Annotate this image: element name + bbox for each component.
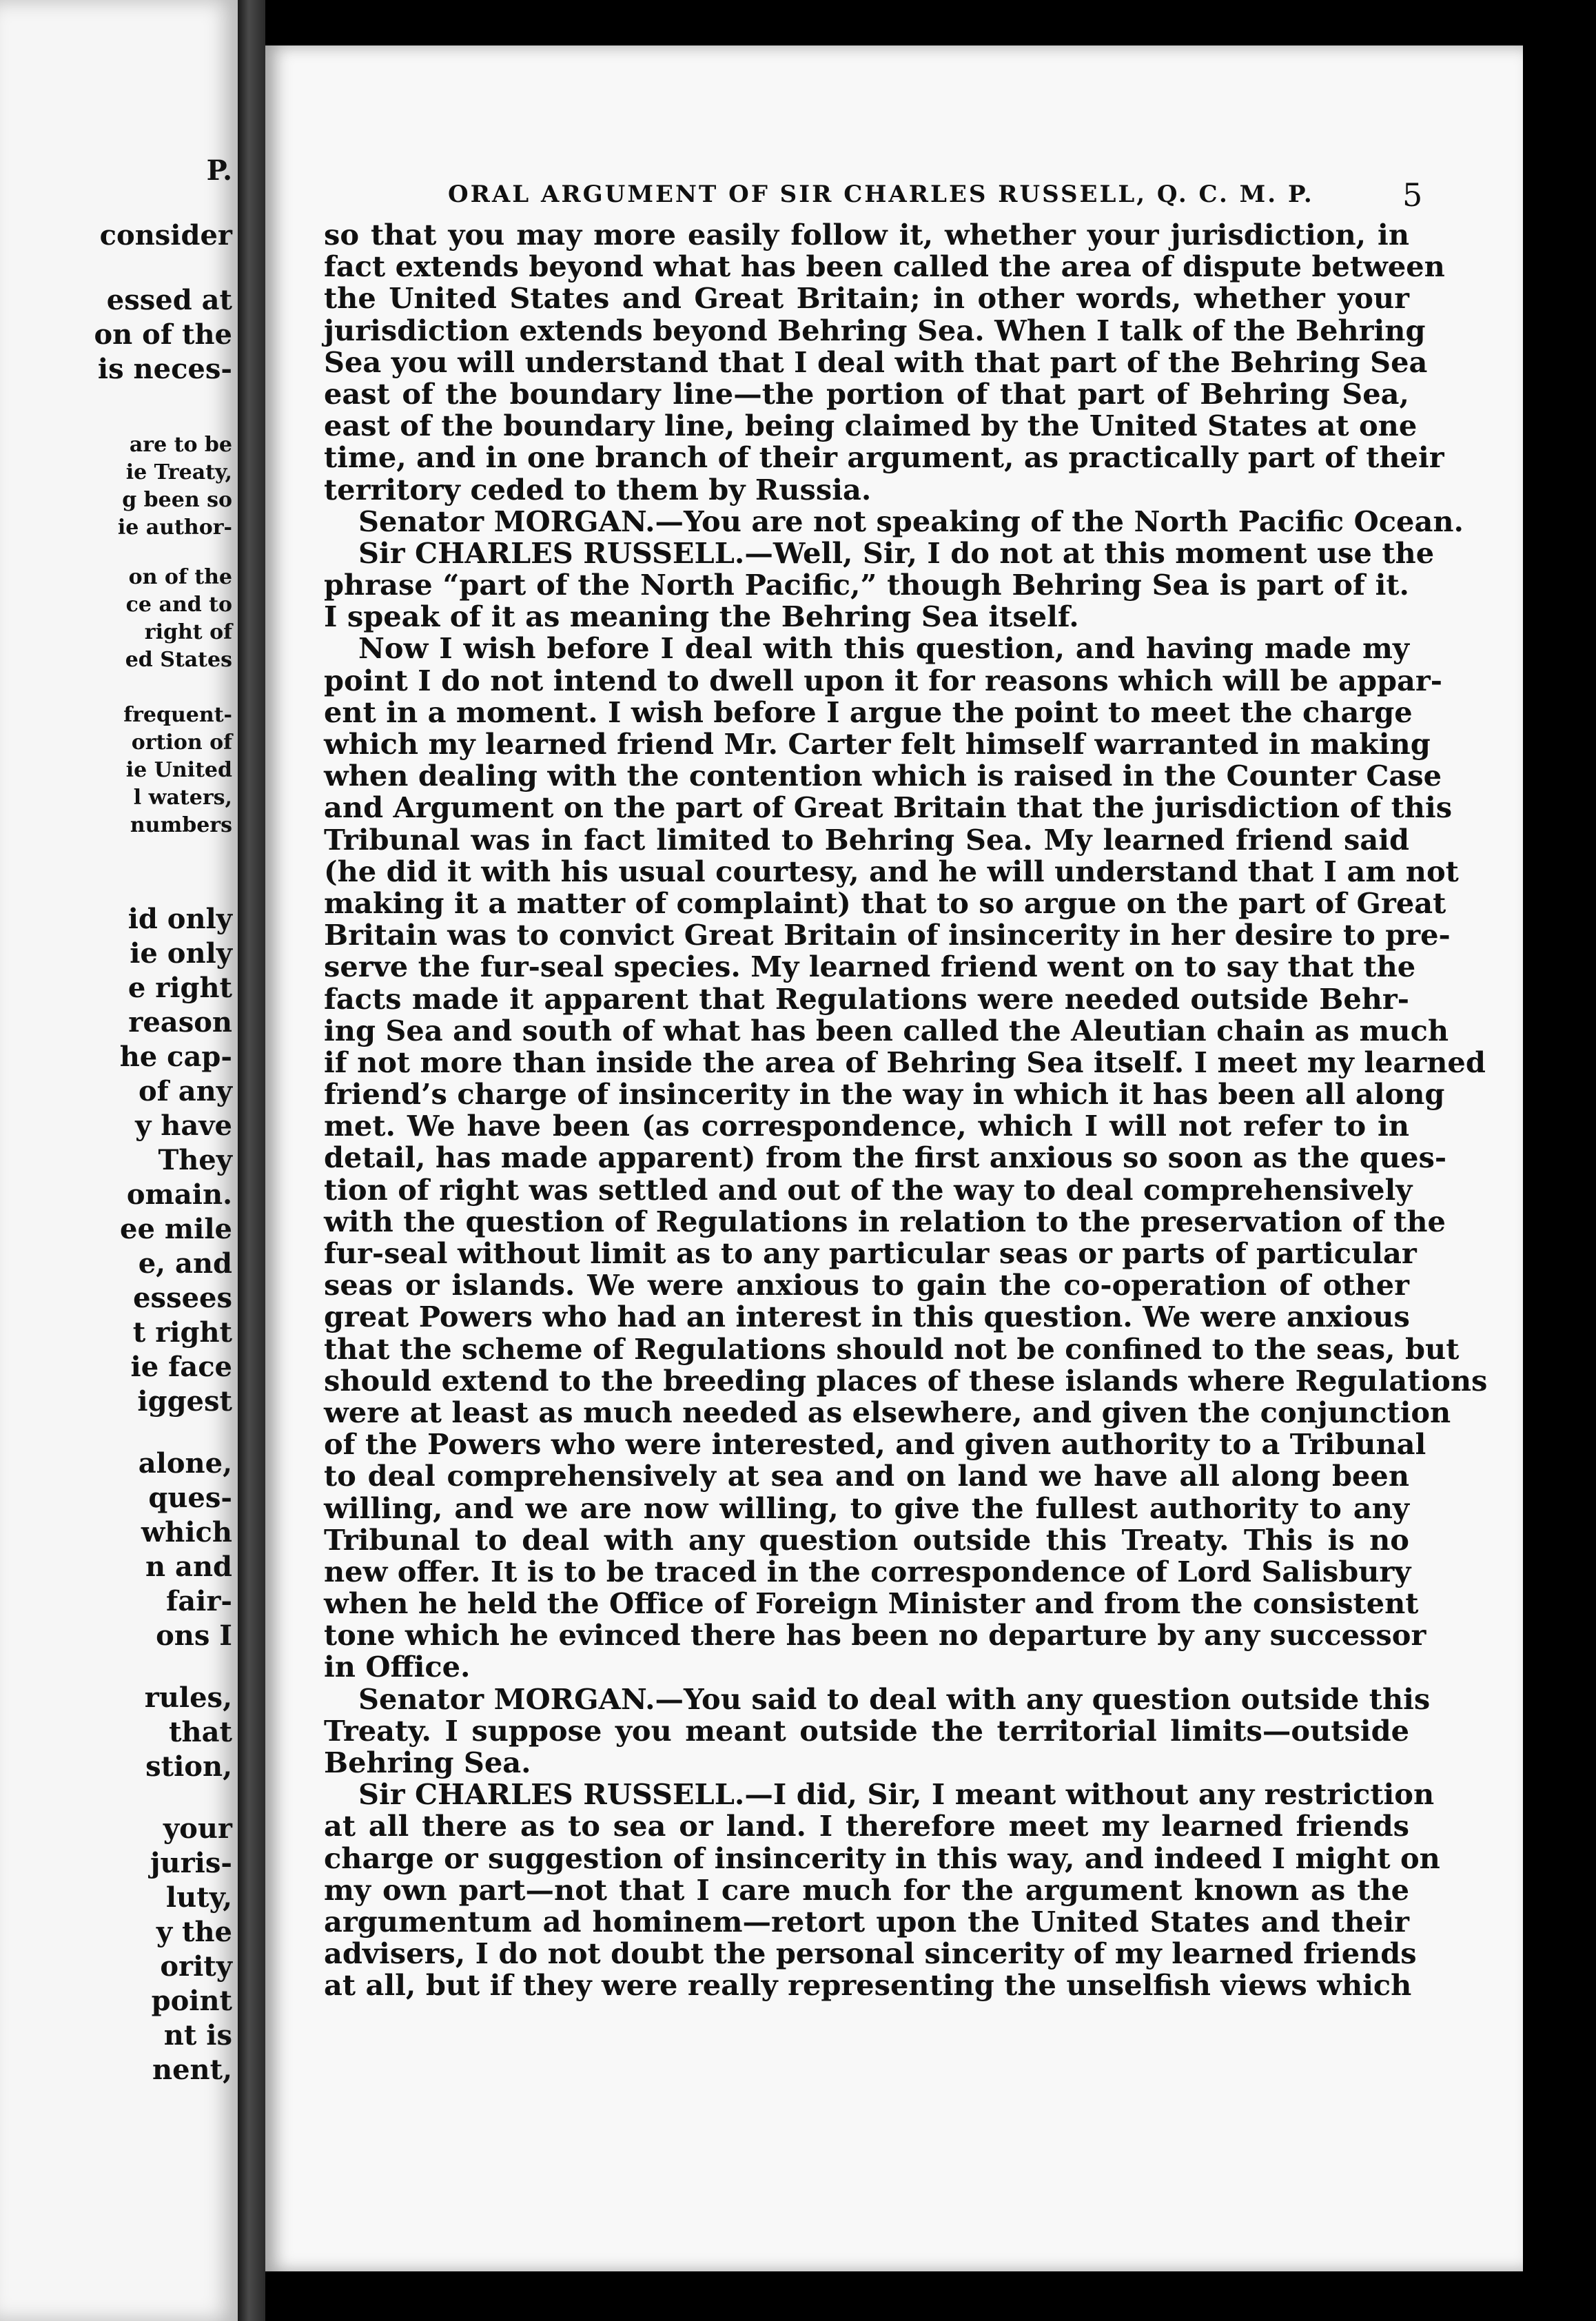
text-line: when dealing with the contention which is raised in the Counter Case [324,759,1442,793]
text-line: friend’s charge of insincerity in the way in which it has been all along [324,1077,1445,1112]
text-line: time, and in one branch of their argument, as practically part of their [324,440,1444,475]
text-line: new offer. It is to be traced in the correspondence of Lord Salisbury [324,1554,1411,1588]
left-page-line: ee mile [120,1213,232,1245]
text-line: jurisdiction extends beyond Behring Sea. When I talk of the Behring [324,313,1426,347]
text-line: I speak of it as meaning the Behring Sea itself. [324,600,1079,634]
left-page-line: P. [206,154,232,187]
text-line: should extend to the breeding places of these islands where Regulations [324,1363,1488,1398]
left-page-line: are to be [129,433,232,457]
text-line: Senator MORGAN.—You said to deal with any question outside this [358,1681,1431,1716]
left-page-line: frequent- [123,703,232,727]
text-line: when he held the Office of Foreign Minister and from the consistent [324,1586,1419,1621]
book-gutter [238,0,265,2321]
left-page-line: ortion of [131,730,232,755]
text-line: were at least as much needed as elsewhere, and given the conjunction [324,1395,1451,1429]
left-page-line: y have [135,1110,232,1142]
left-page-line: ed States [125,648,232,672]
left-page-line: is neces- [97,353,232,385]
left-page-line: ie only [130,937,232,970]
left-page-line: e right [127,972,232,1004]
left-page-line: on of the [128,565,232,589]
text-line: Senator MORGAN.—You are not speaking of the North Pacific Ocean. [358,504,1464,538]
left-page-line: he cap- [119,1041,232,1073]
left-page-line: fair- [166,1585,232,1617]
text-line: tone which he evinced there has been no departure by any successor [324,1618,1426,1653]
text-line: tion of right was settled and out of the way to deal comprehensively [324,1172,1413,1207]
left-page-line: iggest [137,1385,232,1418]
left-page-line: stion, [145,1750,232,1783]
left-page-line: n and [145,1551,232,1583]
text-line: my own part—not that I care much for the argument known as the [324,1872,1409,1907]
page-number: 5 [1402,176,1423,214]
left-page-line: ce and to [125,593,232,617]
left-page-line: right of [144,620,232,644]
left-page-line: t right [132,1316,232,1349]
left-page-line: ie author- [117,515,232,540]
text-line: Sea you will understand that I deal with that part of the Behring Sea [324,345,1428,379]
left-page-line: id only [127,903,232,935]
text-line: phrase “part of the North Pacific,” though Behring Sea is part of it. [324,568,1409,602]
text-line: charge or suggestion of insincerity in this way, and indeed I might on [324,1841,1440,1875]
text-line: Now I wish before I deal with this question, and having made my [358,631,1409,666]
text-line: willing, and we are now willing, to give the fullest authority to any [324,1491,1409,1525]
text-line: seas or islands. We were anxious to gain the co-operation of other [324,1268,1409,1302]
left-page-line: ons I [156,1619,232,1652]
text-line: Tribunal to deal with any question outside this Treaty. This is no [324,1522,1409,1557]
text-line: the United States and Great Britain; in other words, whether your [324,281,1409,316]
text-line: Britain was to convict Great Britain of insincerity in her desire to pre- [324,918,1451,952]
left-page-line: e, and [138,1247,232,1280]
previous-page-fragment [0,0,238,2321]
left-page-line: luty, [165,1881,232,1914]
left-page-line: consider [99,219,232,252]
left-page-line: reason [128,1006,232,1039]
left-page-line: ie United [125,758,232,782]
text-line: territory ceded to them by Russia. [324,472,872,507]
left-page-line: ie face [130,1351,232,1383]
left-page-line: rules, [144,1681,232,1714]
text-line: ent in a moment. I wish before I argue the point to meet the charge [324,695,1413,729]
left-page-line: g been so [122,488,232,512]
left-page-line: y the [156,1916,232,1948]
body-text [324,218,1488,2003]
text-line: at all there as to sea or land. I therefore meet my learned friends [324,1809,1409,1843]
text-line: serve the fur-seal species. My learned friend went on to say that the [324,950,1416,984]
left-page-line: They [158,1144,232,1176]
left-page-line: juris- [150,1847,232,1879]
text-line: at all, but if they were really representing the unselfish views which [324,1968,1412,2003]
text-line: argumentum ad hominem—retort upon the United States and their [324,1904,1409,1939]
text-line: met. We have been (as correspondence, which I will not refer to in [324,1109,1409,1143]
left-page-line: essees [133,1282,232,1314]
left-page-line: point [151,1985,232,2017]
running-head: ORAL ARGUMENT OF SIR CHARLES RUSSELL, Q. C. M. P. [448,181,1314,208]
text-line: east of the boundary line, being claimed by the United States at one [324,409,1418,443]
left-page-line: ie Treaty, [125,460,232,484]
text-line: point I do not intend to dwell upon it for reasons which will be appar- [324,663,1442,697]
text-line: (he did it with his usual courtesy, and he will understand that I am not [324,854,1459,888]
text-line: in Office. [324,1650,471,1684]
scan-border [1523,0,1596,2321]
text-line: great Powers who had an interest in this question. We were anxious [324,1300,1410,1334]
text-line: which my learned friend Mr. Carter felt himself warranted in making [324,727,1431,761]
left-page-line: nent, [152,2054,232,2086]
text-line: Behring Sea. [324,1746,531,1779]
text-line: if not more than inside the area of Behring Sea itself. I meet my learned [324,1045,1486,1079]
text-line: and Argument on the part of Great Britain that the jurisdiction of this [324,790,1453,825]
left-page-line: nt is [163,2019,232,2052]
text-line: to deal comprehensively at sea and on land we have all along been [324,1459,1409,1493]
left-page-line: ority [160,1950,232,1983]
text-line: facts made it apparent that Regulations were needed outside Behr- [324,981,1409,1016]
left-page-line: which [141,1516,232,1548]
text-line: detail, has made apparent) from the first anxious so soon as the ques- [324,1141,1447,1175]
left-page-line: your [163,1812,232,1845]
text-line: Treaty. I suppose you meant outside the territorial limits—outside [324,1713,1409,1748]
text-line: making it a matter of complaint) that to so argue on the part of Great [324,886,1446,920]
text-line: fact extends beyond what has been called the area of dispute between [324,249,1445,284]
text-line: ing Sea and south of what has been called the Aleutian chain as much [324,1013,1449,1047]
text-line: Tribunal was in fact limited to Behring Sea. My learned friend said [324,822,1409,857]
text-line: Sir CHARLES RUSSELL.—Well, Sir, I do not at this moment use the [358,535,1435,570]
text-line: advisers, I do not doubt the personal sincerity of my learned friends [324,1936,1417,1971]
left-page-line: that [169,1716,232,1748]
left-page-line: alone, [138,1447,232,1480]
page [265,45,1523,2271]
left-page-line: of any [138,1075,232,1107]
text-line: of the Powers who were interested, and given authority to a Tribunal [324,1427,1426,1462]
text-line: east of the boundary line—the portion of that part of Behring Sea, [324,376,1409,411]
text-line: so that you may more easily follow it, whether your jurisdiction, in [324,218,1409,252]
left-page-line: omain. [126,1178,232,1211]
left-page-line: numbers [130,813,232,837]
text-line: that the scheme of Regulations should not be confined to the seas, but [324,1331,1460,1366]
left-page-line: ques- [148,1482,232,1514]
text-line: fur-seal without limit as to any particular seas or parts of particular [324,1236,1417,1270]
left-page-line: l waters, [133,786,232,810]
left-page-line: essed at [106,284,232,316]
left-page-line: on of the [94,318,232,351]
text-line: Sir CHARLES RUSSELL.—I did, Sir, I meant without any restriction [358,1777,1435,1812]
text-line: with the question of Regulations in relation to the preservation of the [324,1204,1446,1238]
